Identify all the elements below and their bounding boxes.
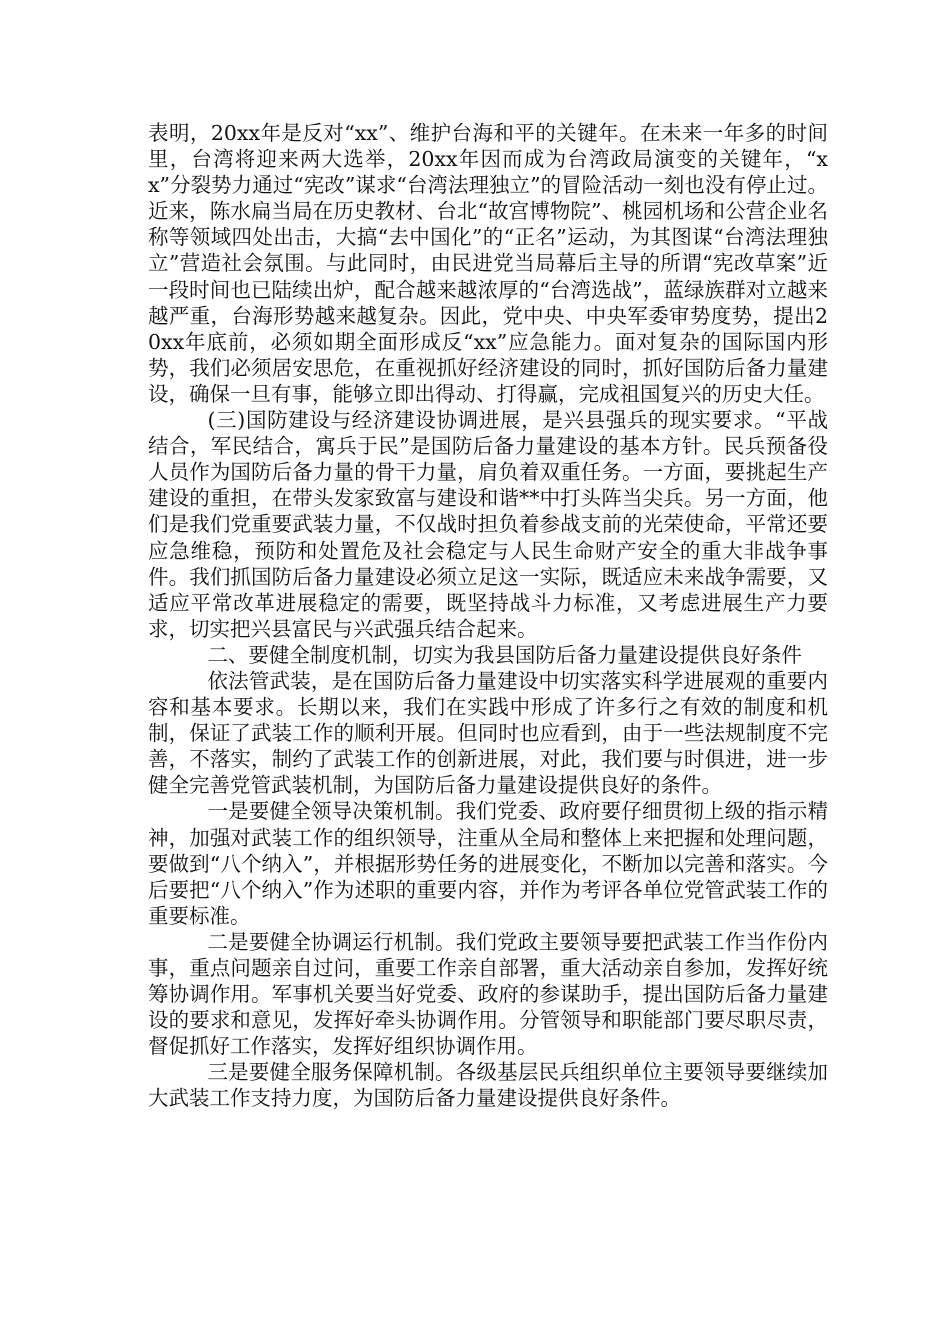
paragraph-rule-of-law: 依法管武装，是在国防后备力量建设中切实落实科学进展观的重要内容和基本要求。长期以来，我们在实践中形成了许多行之有效的制度和机制，保证了武装工作的顺利开展。但同时也应看到，由于一些法规制度不完善，不落实，制约了武装工作的创新进展，对此，我们要与时俱进，进一步健全完善党管武装机制，为国防后备力量建设提供良好的条件。 xyxy=(148,668,828,798)
section-heading-two: 二、要健全制度机制，切实为我县国防后备力量建设提供良好条件 xyxy=(207,642,802,667)
paragraph-service-mechanism: 三是要健全服务保障机制。各级基层民兵组织单位主要领导要继续加大武装工作支持力度，为国防后备力量建设提供良好条件。 xyxy=(148,1060,828,1111)
document-page xyxy=(148,120,828,1112)
paragraph-section-three: (三)国防建设与经济建设协调进展，是兴县强兵的现实要求。“平战结合，军民结合，寓兵于民”是国防后备力量建设的基本方针。民兵预备役人员作为国防后备力量的骨干力量，肩负着双重任务。一方面，要挑起生产建设的重担，在带头发家致富与建设和谐**中打头阵当尖兵。另一方面，他们是我们党重要武装力量，不仅战时担负着参战支前的光荣使命，平常还要应急维稳，预防和处置危及社会稳定与人民生命财产安全的重大非战争事件。我们抓国防后备力量建设必须立足这一实际，既适应未来战争需要，又适应平常改革进展稳定的需要，既坚持战斗力标准，又考虑进展生产力要求，切实把兴县富民与兴武强兵结合起来。 xyxy=(148,408,828,641)
paragraph-coordination-mechanism: 二是要健全协调运行机制。我们党政主要领导要把武装工作当作份内事，重点问题亲自过问，重要工作亲自部署，重大活动亲自参加，发挥好统筹协调作用。军事机关要当好党委、政府的参谋助手，提出国防后备力量建设的要求和意见，发挥好牵头协调作用。分管领导和职能部门要尽职尽责，督促抓好工作落实，发挥好组织协调作用。 xyxy=(148,929,828,1059)
paragraph-leadership-mechanism: 一是要健全领导决策机制。我们党委、政府要仔细贯彻上级的指示精神，加强对武装工作的组织领导，注重从全局和整体上来把握和处理问题，要做到“八个纳入”，并根据形势任务的进展变化，不断加以完善和落实。今后要把“八个纳入”作为述职的重要内容，并作为考评各单位党管武装工作的重要标准。 xyxy=(148,799,828,928)
paragraph-intro-continuation: 表明，20xx年是反对“xx”、维护台海和平的关键年。在未来一年多的时间里，台湾将迎来两大选举，20xx年因而成为台湾政局演变的关键年，“xx”分裂势力通过“宪改”谋求“台湾法理独立”的冒险活动一刻也没有停止过。近来，陈水扁当局在历史教材、台北“故宫博物院”、桃园机场和公营企业名称等领域四处出击，大搞“去中国化”的“正名”运动，为其图谋“台湾法理独立”营造社会氛围。与此同时，由民进党当局幕后主导的所谓“宪改草案”近一段时间也已陆续出炉，配合越来越浓厚的“台湾选战”，蓝绿族群对立越来越严重，台海形势越来越复杂。因此，党中央、中央军委审势度势，提出20xx年底前，必须如期全面形成反“xx”应急能力。面对复杂的国际国内形势，我们必须居安思危，在重视抓好经济建设的同时，抓好国防后备力量建设，确保一旦有事，能够立即出得动、打得赢，完成祖国复兴的历史大任。 xyxy=(148,121,828,406)
